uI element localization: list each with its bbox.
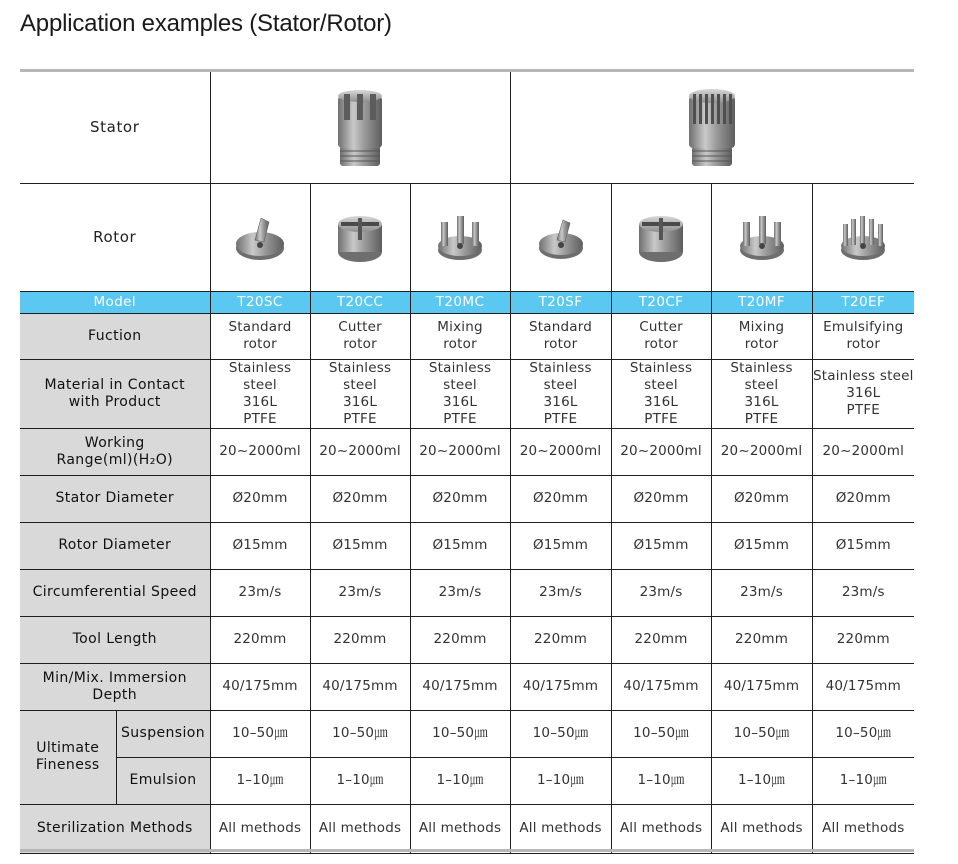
rotor-image-cell bbox=[310, 183, 410, 291]
tool-length-cell: 220mm bbox=[812, 616, 914, 663]
function-cell: Mixing rotor bbox=[410, 313, 510, 359]
material-cell: Stainless steel 316L PTFE bbox=[510, 359, 611, 428]
working-range-cell: 20~2000ml bbox=[711, 428, 812, 475]
stator-image-cell bbox=[510, 72, 914, 183]
immersion-cell: 40/175mm bbox=[510, 663, 611, 710]
function-cell: Standard rotor bbox=[210, 313, 310, 359]
immersion-label: Min/Mix. Immersion Depth bbox=[20, 663, 210, 710]
tool-length-cell: 220mm bbox=[611, 616, 711, 663]
working-range-cell: 20~2000ml bbox=[410, 428, 510, 475]
material-cell: Stainless steel 316L PTFE bbox=[611, 359, 711, 428]
stator-diameter-row bbox=[20, 475, 914, 522]
rotor-diameter-label: Rotor Diameter bbox=[20, 522, 210, 569]
tool-length-cell: 220mm bbox=[410, 616, 510, 663]
function-cell: Cutter rotor bbox=[310, 313, 410, 359]
stator-diameter-cell: Ø20mm bbox=[812, 475, 914, 522]
model-cell: T20CF bbox=[611, 291, 711, 313]
model-cell: T20MF bbox=[711, 291, 812, 313]
rotor-diameter-row bbox=[20, 522, 914, 569]
sterilization-cell: All methods bbox=[812, 804, 914, 853]
rotor-image-cell bbox=[210, 183, 310, 291]
stator-diameter-cell: Ø20mm bbox=[410, 475, 510, 522]
speed-label: Circumferential Speed bbox=[20, 569, 210, 616]
stator-diameter-cell: Ø20mm bbox=[210, 475, 310, 522]
tool-length-cell: 220mm bbox=[310, 616, 410, 663]
suspension-cell: 10–50㎛ bbox=[510, 710, 611, 757]
model-row bbox=[20, 291, 914, 313]
cutter-rotor-image bbox=[634, 208, 688, 266]
immersion-cell: 40/175mm bbox=[210, 663, 310, 710]
sterilization-label: Sterilization Methods bbox=[20, 804, 210, 853]
rotor-image-cell bbox=[410, 183, 510, 291]
page-title: Application examples (Stator/Rotor) bbox=[20, 10, 392, 37]
mixing-rotor-image bbox=[433, 208, 487, 266]
rotor-diameter-cell: Ø15mm bbox=[510, 522, 611, 569]
rotor-image-cell bbox=[510, 183, 611, 291]
material-row bbox=[20, 359, 914, 428]
coarse-stator-image bbox=[330, 84, 390, 170]
function-cell: Standard rotor bbox=[510, 313, 611, 359]
tool-length-cell: 220mm bbox=[510, 616, 611, 663]
suspension-cell: 10–50㎛ bbox=[210, 710, 310, 757]
rotor-label: Rotor bbox=[20, 183, 210, 291]
speed-cell: 23m/s bbox=[410, 569, 510, 616]
rotor-diameter-cell: Ø15mm bbox=[310, 522, 410, 569]
standard-rotor-image bbox=[233, 210, 287, 264]
model-label: Model bbox=[20, 291, 210, 313]
immersion-cell: 40/175mm bbox=[310, 663, 410, 710]
mixing-rotor-image bbox=[735, 208, 789, 266]
speed-row bbox=[20, 569, 914, 616]
emulsion-cell: 1–10㎛ bbox=[410, 757, 510, 804]
suspension-label: Suspension bbox=[116, 710, 210, 757]
immersion-cell: 40/175mm bbox=[410, 663, 510, 710]
tool-length-cell: 220mm bbox=[210, 616, 310, 663]
stator-diameter-cell: Ø20mm bbox=[611, 475, 711, 522]
rotor-diameter-cell: Ø15mm bbox=[210, 522, 310, 569]
sterilization-cell: All methods bbox=[210, 804, 310, 853]
function-cell: Cutter rotor bbox=[611, 313, 711, 359]
rotor-image-cell bbox=[812, 183, 914, 291]
function-cell: Emulsifying rotor bbox=[812, 313, 914, 359]
emulsion-cell: 1–10㎛ bbox=[510, 757, 611, 804]
speed-cell: 23m/s bbox=[611, 569, 711, 616]
sterilization-cell: All methods bbox=[611, 804, 711, 853]
stator-label: Stator bbox=[20, 72, 210, 183]
immersion-cell: 40/175mm bbox=[711, 663, 812, 710]
emulsion-row bbox=[20, 757, 914, 804]
sterilization-cell: All methods bbox=[310, 804, 410, 853]
model-cell: T20SF bbox=[510, 291, 611, 313]
material-label: Material in Contact with Product bbox=[20, 359, 210, 428]
speed-cell: 23m/s bbox=[711, 569, 812, 616]
sterilization-cell: All methods bbox=[510, 804, 611, 853]
sterilization-cell: All methods bbox=[711, 804, 812, 853]
immersion-cell: 40/175mm bbox=[812, 663, 914, 710]
sterilization-cell: All methods bbox=[410, 804, 510, 853]
stator-diameter-cell: Ø20mm bbox=[711, 475, 812, 522]
working-range-cell: 20~2000ml bbox=[210, 428, 310, 475]
tool-length-row bbox=[20, 616, 914, 663]
rotor-diameter-cell: Ø15mm bbox=[812, 522, 914, 569]
material-cell: Stainless steel 316L PTFE bbox=[711, 359, 812, 428]
working-range-label: Working Range(ml)(H₂O) bbox=[20, 428, 210, 475]
model-cell: T20CC bbox=[310, 291, 410, 313]
immersion-cell: 40/175mm bbox=[611, 663, 711, 710]
suspension-cell: 10–50㎛ bbox=[611, 710, 711, 757]
rotor-diameter-cell: Ø15mm bbox=[410, 522, 510, 569]
sterilization-row bbox=[20, 804, 914, 853]
emulsion-cell: 1–10㎛ bbox=[310, 757, 410, 804]
emulsion-cell: 1–10㎛ bbox=[711, 757, 812, 804]
function-row bbox=[20, 313, 914, 359]
suspension-row bbox=[20, 710, 914, 757]
rotor-row bbox=[20, 183, 914, 291]
tool-length-cell: 220mm bbox=[711, 616, 812, 663]
suspension-cell: 10–50㎛ bbox=[711, 710, 812, 757]
bottom-rule bbox=[20, 849, 914, 852]
cutter-rotor-image bbox=[333, 208, 387, 266]
speed-cell: 23m/s bbox=[510, 569, 611, 616]
function-label: Fuction bbox=[20, 313, 210, 359]
model-cell: T20SC bbox=[210, 291, 310, 313]
speed-cell: 23m/s bbox=[812, 569, 914, 616]
working-range-cell: 20~2000ml bbox=[310, 428, 410, 475]
tool-length-label: Tool Length bbox=[20, 616, 210, 663]
working-range-cell: 20~2000ml bbox=[611, 428, 711, 475]
suspension-cell: 10–50㎛ bbox=[310, 710, 410, 757]
rotor-image-cell bbox=[611, 183, 711, 291]
fine-stator-image bbox=[682, 84, 742, 170]
suspension-cell: 10–50㎛ bbox=[410, 710, 510, 757]
material-cell: Stainless steel 316L PTFE bbox=[310, 359, 410, 428]
standard-rotor-image bbox=[534, 210, 588, 264]
rotor-image-cell bbox=[711, 183, 812, 291]
rotor-diameter-cell: Ø15mm bbox=[711, 522, 812, 569]
stator-diameter-label: Stator Diameter bbox=[20, 475, 210, 522]
emulsion-label: Emulsion bbox=[116, 757, 210, 804]
working-range-cell: 20~2000ml bbox=[510, 428, 611, 475]
spec-table bbox=[20, 72, 914, 854]
speed-cell: 23m/s bbox=[210, 569, 310, 616]
immersion-row bbox=[20, 663, 914, 710]
stator-row bbox=[20, 72, 914, 183]
suspension-cell: 10–50㎛ bbox=[812, 710, 914, 757]
working-range-cell: 20~2000ml bbox=[812, 428, 914, 475]
emulsion-cell: 1–10㎛ bbox=[210, 757, 310, 804]
emulsion-cell: 1–10㎛ bbox=[812, 757, 914, 804]
speed-cell: 23m/s bbox=[310, 569, 410, 616]
material-cell: Stainless steel 316L PTFE bbox=[410, 359, 510, 428]
model-cell: T20MC bbox=[410, 291, 510, 313]
emulsion-cell: 1–10㎛ bbox=[611, 757, 711, 804]
working-range-row bbox=[20, 428, 914, 475]
stator-image-cell bbox=[210, 72, 510, 183]
rotor-diameter-cell: Ø15mm bbox=[611, 522, 711, 569]
model-cell: T20EF bbox=[812, 291, 914, 313]
emulsifying-rotor-image bbox=[836, 208, 890, 266]
stator-diameter-cell: Ø20mm bbox=[310, 475, 410, 522]
fineness-label: Ultimate Fineness bbox=[20, 710, 116, 804]
material-cell: Stainless steel 316L PTFE bbox=[210, 359, 310, 428]
stator-diameter-cell: Ø20mm bbox=[510, 475, 611, 522]
function-cell: Mixing rotor bbox=[711, 313, 812, 359]
material-cell: Stainless steel 316L PTFE bbox=[812, 359, 914, 428]
